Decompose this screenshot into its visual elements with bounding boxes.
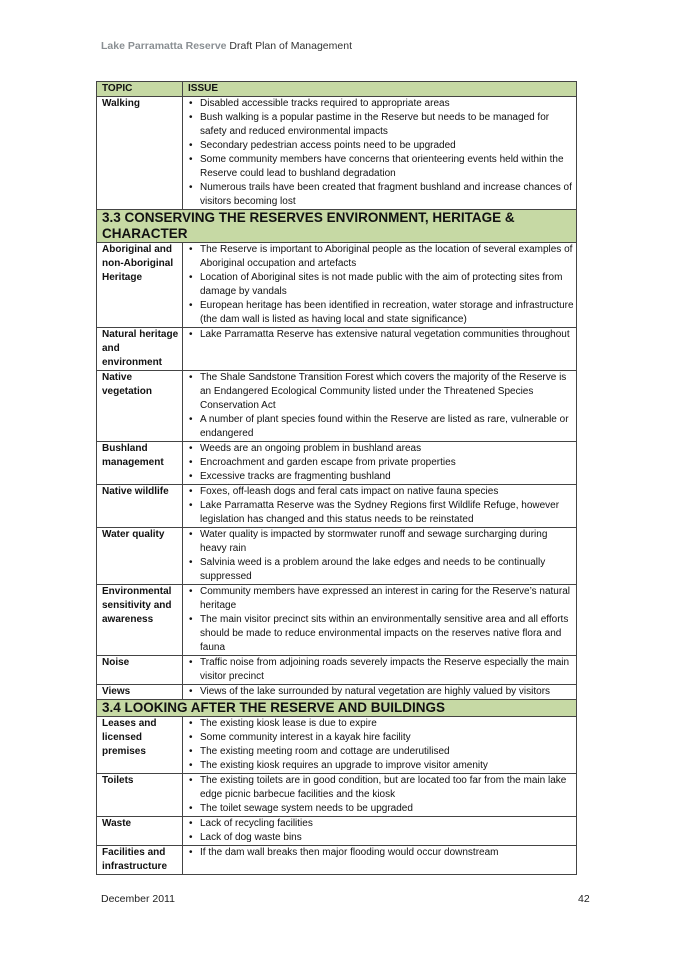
- issue-cell: [183, 817, 577, 846]
- issue-cell: [183, 656, 577, 685]
- table-header-row: [97, 82, 577, 97]
- issue-cell: [183, 528, 577, 585]
- issue-bullet: • Numerous trails have been created that fragment bushland and increase chances of visitors becoming lost: [188, 181, 576, 209]
- issue-list: [188, 528, 576, 584]
- topic-cell: Aboriginal and non-Aboriginal Heritage: [97, 243, 183, 328]
- issue-bullet: • Bush walking is a popular pastime in the Reserve but needs to be managed for safety and reduced environmental impacts: [188, 111, 576, 139]
- topic-cell: Natural heritage and environment: [97, 328, 183, 371]
- issue-bullet: • The Reserve is important to Aboriginal people as the location of several examples of Aboriginal occupation and artefacts: [188, 243, 576, 271]
- topic-cell: Toilets: [97, 774, 183, 817]
- issue-bullet: • Disabled accessible tracks required to appropriate areas: [188, 97, 576, 111]
- issue-list: [188, 846, 576, 860]
- issue-cell: [183, 243, 577, 328]
- issue-bullet: • Lack of dog waste bins: [188, 831, 576, 845]
- topic-cell: Water quality: [97, 528, 183, 585]
- table-body-top: [97, 97, 577, 210]
- issue-bullet: • The main visitor precinct sits within an environmentally sensitive area and all efforts should be made to reduce environmental impacts on the reserves native flora and fauna: [188, 613, 576, 655]
- table-row: [97, 817, 577, 846]
- issue-bullet: • Lack of recycling facilities: [188, 817, 576, 831]
- issue-cell: [183, 371, 577, 442]
- table-body-3-3: [97, 243, 577, 700]
- issue-bullet: • Lake Parramatta Reserve was the Sydney Regions first Wildlife Refuge, however legislation has changed and this status needs to be reinstated: [188, 499, 576, 527]
- header-brand: Lake Parramatta Reserve: [101, 40, 227, 52]
- issue-cell: [183, 774, 577, 817]
- issue-cell: [183, 97, 577, 210]
- issue-bullet: • The existing meeting room and cottage are underutilised: [188, 745, 576, 759]
- issues-table: [96, 81, 577, 875]
- topic-cell: Facilities and infrastructure: [97, 846, 183, 875]
- issue-bullet: • Foxes, off-leash dogs and feral cats impact on native fauna species: [188, 485, 576, 499]
- issue-bullet: • Some community members have concerns that orienteering events held within the Reserve could lead to bushland degradation: [188, 153, 576, 181]
- column-header-issue: ISSUE: [183, 82, 577, 97]
- issue-cell: [183, 846, 577, 875]
- issue-bullet: • Weeds are an ongoing problem in bushland areas: [188, 442, 576, 456]
- topic-cell: Native wildlife: [97, 485, 183, 528]
- issue-cell: [183, 685, 577, 700]
- table-row: [97, 243, 577, 328]
- issue-bullet: • Encroachment and garden escape from private properties: [188, 456, 576, 470]
- issue-bullet: • Water quality is impacted by stormwater runoff and sewage surcharging during heavy rain: [188, 528, 576, 556]
- issue-bullet: • Secondary pedestrian access points need to be upgraded: [188, 139, 576, 153]
- section-row-3-3: [97, 210, 577, 243]
- issue-cell: [183, 442, 577, 485]
- topic-cell: Waste: [97, 817, 183, 846]
- issue-list: [188, 685, 576, 699]
- table-row: [97, 717, 577, 774]
- topic-cell: Native vegetation: [97, 371, 183, 442]
- issue-bullet: • A number of plant species found within the Reserve are listed as rare, vulnerable or endangered: [188, 413, 576, 441]
- section-row-3-4: [97, 700, 577, 717]
- issue-bullet: • Community members have expressed an interest in caring for the Reserve’s natural heritage: [188, 585, 576, 613]
- footer-page-number: 42: [578, 893, 590, 905]
- issue-bullet: • The Shale Sandstone Transition Forest which covers the majority of the Reserve is an Endangered Ecological Community listed under the Threatened Species Conservation Act: [188, 371, 576, 413]
- section-heading-3-4: 3.4 LOOKING AFTER THE RESERVE AND BUILDINGS: [97, 700, 577, 717]
- issue-list: [188, 485, 576, 527]
- issue-bullet: • Views of the lake surrounded by natural vegetation are highly valued by visitors: [188, 685, 576, 699]
- issue-list: [188, 97, 576, 209]
- issue-list: [188, 243, 576, 327]
- issue-list: [188, 774, 576, 816]
- topic-cell: Bushland management: [97, 442, 183, 485]
- issue-list: [188, 371, 576, 441]
- issue-cell: [183, 585, 577, 656]
- footer-date: December 2011: [101, 893, 175, 905]
- topic-cell: Noise: [97, 656, 183, 685]
- topic-cell: Environmental sensitivity and awareness: [97, 585, 183, 656]
- topic-cell: Leases and licensed premises: [97, 717, 183, 774]
- table-row: [97, 656, 577, 685]
- issue-cell: [183, 485, 577, 528]
- document-header: [101, 40, 352, 52]
- table-row: [97, 442, 577, 485]
- issue-list: [188, 656, 576, 684]
- issue-list: [188, 328, 576, 342]
- issue-bullet: • Location of Aboriginal sites is not made public with the aim of protecting sites from damage by vandals: [188, 271, 576, 299]
- issue-list: [188, 442, 576, 484]
- table-body-3-4: [97, 717, 577, 875]
- table-row: [97, 846, 577, 875]
- table-row: [97, 528, 577, 585]
- issue-bullet: • Lake Parramatta Reserve has extensive natural vegetation communities throughout: [188, 328, 576, 342]
- table-row: [97, 774, 577, 817]
- issue-cell: [183, 717, 577, 774]
- topic-cell: Walking: [97, 97, 183, 210]
- issue-bullet: • If the dam wall breaks then major flooding would occur downstream: [188, 846, 576, 860]
- issue-bullet: • European heritage has been identified in recreation, water storage and infrastructure (the dam wall is listed as having local and state significance): [188, 299, 576, 327]
- issue-bullet: • The existing kiosk requires an upgrade to improve visitor amenity: [188, 759, 576, 773]
- issue-list: [188, 817, 576, 845]
- issue-bullet: • Traffic noise from adjoining roads severely impacts the Reserve especially the main visitor precinct: [188, 656, 576, 684]
- header-title: Draft Plan of Management: [229, 40, 352, 52]
- column-header-topic: TOPIC: [97, 82, 183, 97]
- issue-bullet: • The existing kiosk lease is due to expire: [188, 717, 576, 731]
- issue-cell: [183, 328, 577, 371]
- table-row: [97, 685, 577, 700]
- issue-bullet: • Salvinia weed is a problem around the lake edges and needs to be continually suppressed: [188, 556, 576, 584]
- issue-bullet: • The existing toilets are in good condition, but are located too far from the main lake edge picnic barbecue facilities and the kiosk: [188, 774, 576, 802]
- issue-bullet: • Excessive tracks are fragmenting bushland: [188, 470, 576, 484]
- topic-cell: Views: [97, 685, 183, 700]
- table-row: [97, 328, 577, 371]
- table-row: [97, 97, 577, 210]
- issue-list: [188, 717, 576, 773]
- issue-list: [188, 585, 576, 655]
- table-row: [97, 371, 577, 442]
- issue-bullet: • Some community interest in a kayak hire facility: [188, 731, 576, 745]
- table-row: [97, 585, 577, 656]
- table-row: [97, 485, 577, 528]
- issue-bullet: • The toilet sewage system needs to be upgraded: [188, 802, 576, 816]
- section-heading-3-3: 3.3 CONSERVING THE RESERVES ENVIRONMENT, HERITAGE & CHARACTER: [97, 210, 577, 243]
